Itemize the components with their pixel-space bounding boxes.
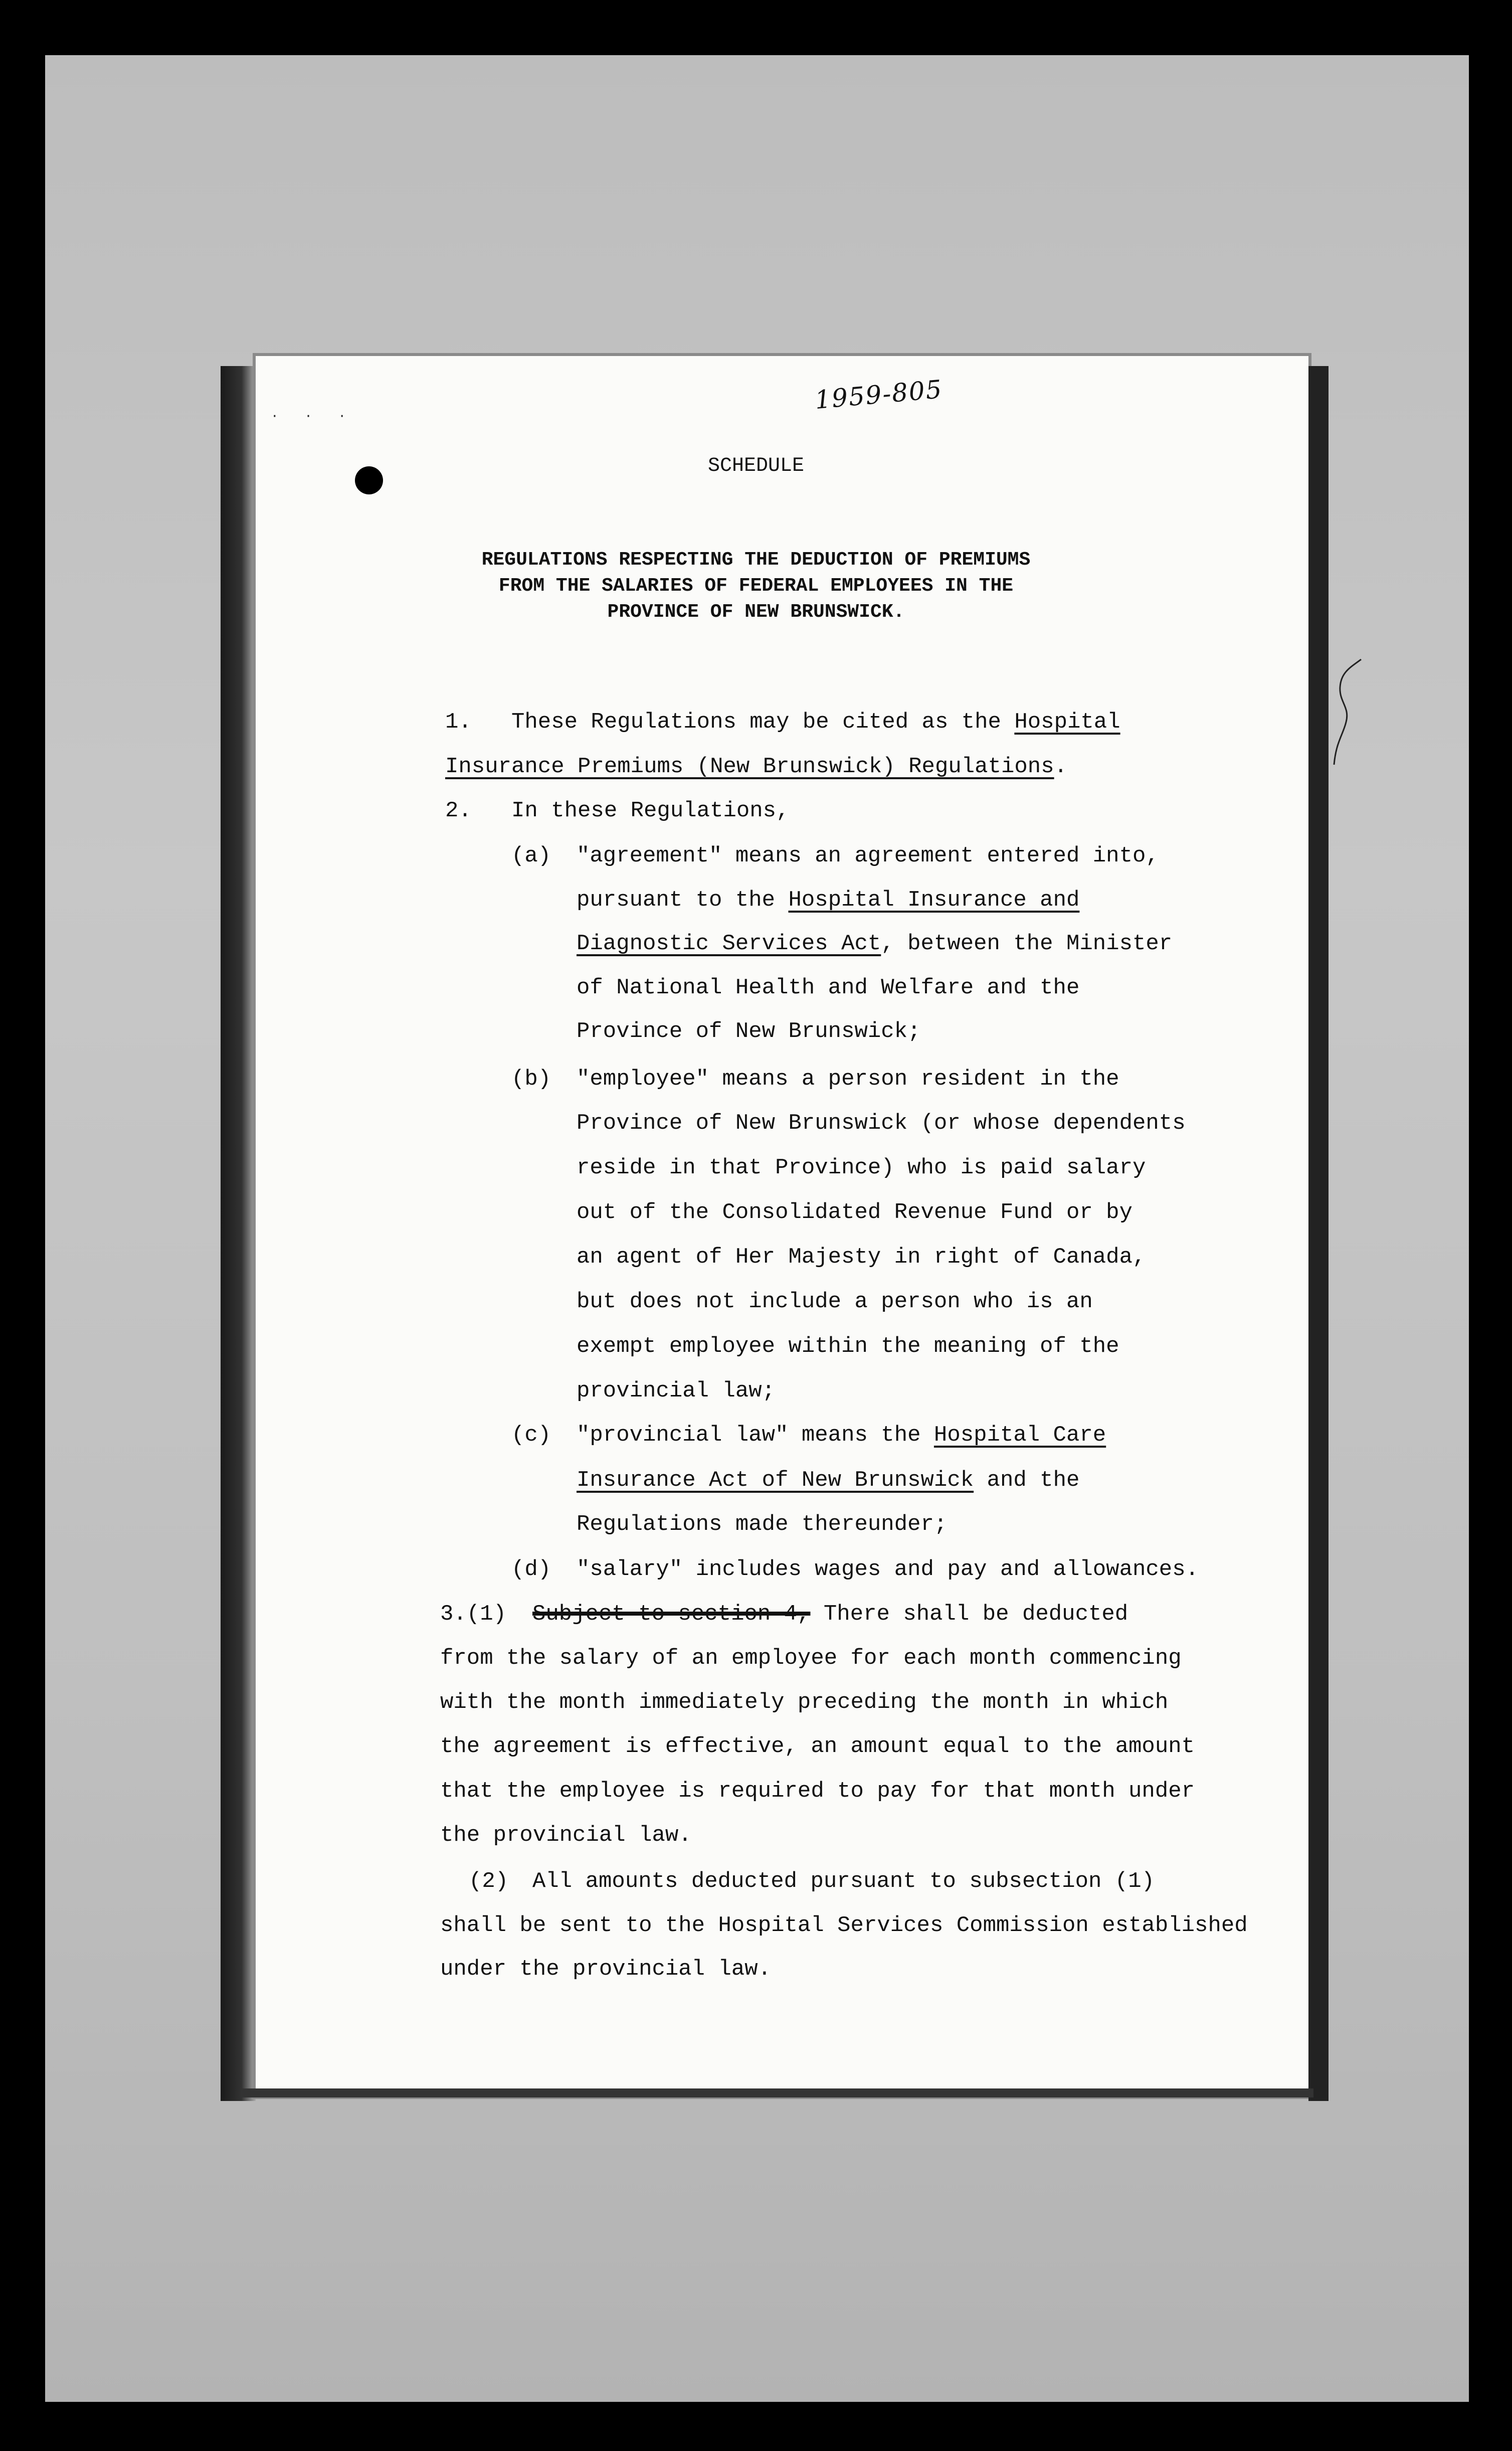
- subsection-2-line-2: shall be sent to the Hospital Services Commission established: [440, 1913, 1248, 1938]
- section-3-line-3: with the month immediately preceding the month in which: [440, 1690, 1169, 1715]
- clause-b-line-5: an agent of Her Majesty in right of Canada,: [577, 1245, 1146, 1270]
- clause-a-line-1: "agreement" means an agreement entered into,: [577, 843, 1159, 868]
- clause-c-text: "provincial law" means the: [577, 1423, 921, 1448]
- clause-b-line-3: reside in that Province) who is paid salary: [577, 1155, 1146, 1180]
- section-3-line-2: from the salary of an employee for each month commencing: [440, 1646, 1182, 1671]
- struck-out-text: Subject to section 4,: [532, 1602, 811, 1627]
- clause-a-text-2: , between the Minister: [881, 931, 1173, 956]
- clause-c-label: (c): [511, 1423, 551, 1448]
- clause-c-line-2: [577, 1469, 1079, 1491]
- clause-c-line-3: Regulations made thereunder;: [577, 1512, 948, 1537]
- act-title-part-1: Hospital: [1014, 710, 1120, 735]
- act-title-part-2: Insurance Premiums (New Brunswick) Regulations: [445, 754, 1054, 779]
- clause-d-label: (d): [511, 1557, 551, 1582]
- section-3-line-6: the provincial law.: [440, 1823, 692, 1848]
- section-1-line-2: [445, 756, 1067, 778]
- sheet-bottom-shadow: [241, 2088, 1313, 2097]
- clause-b-line-2: Province of New Brunswick (or whose dependents: [577, 1111, 1186, 1136]
- section-3-line-5: that the employee is required to pay for that month under: [440, 1779, 1195, 1804]
- clause-a-line-2: [577, 889, 1079, 911]
- act-title-diagnostic-part-1: Hospital Insurance and: [788, 888, 1080, 913]
- clause-a-label: (a): [511, 843, 551, 868]
- regulation-title-line-3: PROVINCE OF NEW BRUNSWICK.: [607, 601, 905, 623]
- schedule-heading: SCHEDULE: [707, 455, 805, 477]
- clause-b-line-8: provincial law;: [577, 1378, 776, 1404]
- section-3-line-1: [532, 1603, 1128, 1625]
- subsection-2-line-1: All amounts deducted pursuant to subsection (1): [532, 1869, 1155, 1894]
- ink-specks: · · ·: [271, 409, 355, 424]
- act-title-hospital-care-part-1: Hospital Care: [933, 1423, 1106, 1448]
- clause-b-line-4: out of the Consolidated Revenue Fund or by: [577, 1200, 1132, 1225]
- section-1-text: These Regulations may be cited as the: [511, 710, 1001, 735]
- section-3-line-4: the agreement is effective, an amount equal to the amount: [440, 1734, 1195, 1759]
- clause-c-line-1: [577, 1424, 1106, 1446]
- section-3-number: 3.(1): [440, 1602, 507, 1627]
- act-title-diagnostic-part-2: Diagnostic Services Act: [577, 931, 881, 956]
- regulation-title-line-1: REGULATIONS RESPECTING THE DEDUCTION OF PREMIUMS: [481, 549, 1031, 571]
- margin-mark-icon: [1331, 657, 1371, 767]
- clause-a-line-5: Province of New Brunswick;: [577, 1019, 921, 1044]
- section-1-period: .: [1054, 754, 1068, 779]
- clause-b-line-6: but does not include a person who is an: [577, 1289, 1093, 1314]
- act-title-hospital-care-part-2: Insurance Act of New Brunswick: [577, 1468, 974, 1493]
- section-1-line-1: [511, 711, 1120, 733]
- sheet-right-shadow: [1308, 366, 1329, 2101]
- clause-a-line-3: [577, 933, 1172, 955]
- section-2-intro: In these Regulations,: [511, 798, 790, 823]
- clause-d-line-1: "salary" includes wages and pay and allowances.: [577, 1557, 1199, 1582]
- section-2-number: 2.: [445, 798, 472, 823]
- regulation-title-line-2: FROM THE SALARIES OF FEDERAL EMPLOYEES IN THE: [498, 575, 1014, 597]
- section-3-text: There shall be deducted: [810, 1602, 1128, 1627]
- handwritten-reference-number: 1959-805: [813, 374, 944, 415]
- subsection-2-label: (2): [469, 1869, 509, 1894]
- clause-a-text: pursuant to the: [577, 888, 776, 913]
- clause-b-line-7: exempt employee within the meaning of the: [577, 1334, 1119, 1359]
- subsection-2-line-3: under the provincial law.: [440, 1957, 772, 1982]
- sheet-left-shadow: [221, 366, 256, 2101]
- clause-a-line-4: of National Health and Welfare and the: [577, 975, 1080, 1000]
- clause-b-label: (b): [511, 1067, 551, 1092]
- section-1-number: 1.: [445, 710, 472, 735]
- clause-b-line-1: "employee" means a person resident in the: [577, 1067, 1119, 1092]
- clause-c-text-2: and the: [974, 1468, 1080, 1493]
